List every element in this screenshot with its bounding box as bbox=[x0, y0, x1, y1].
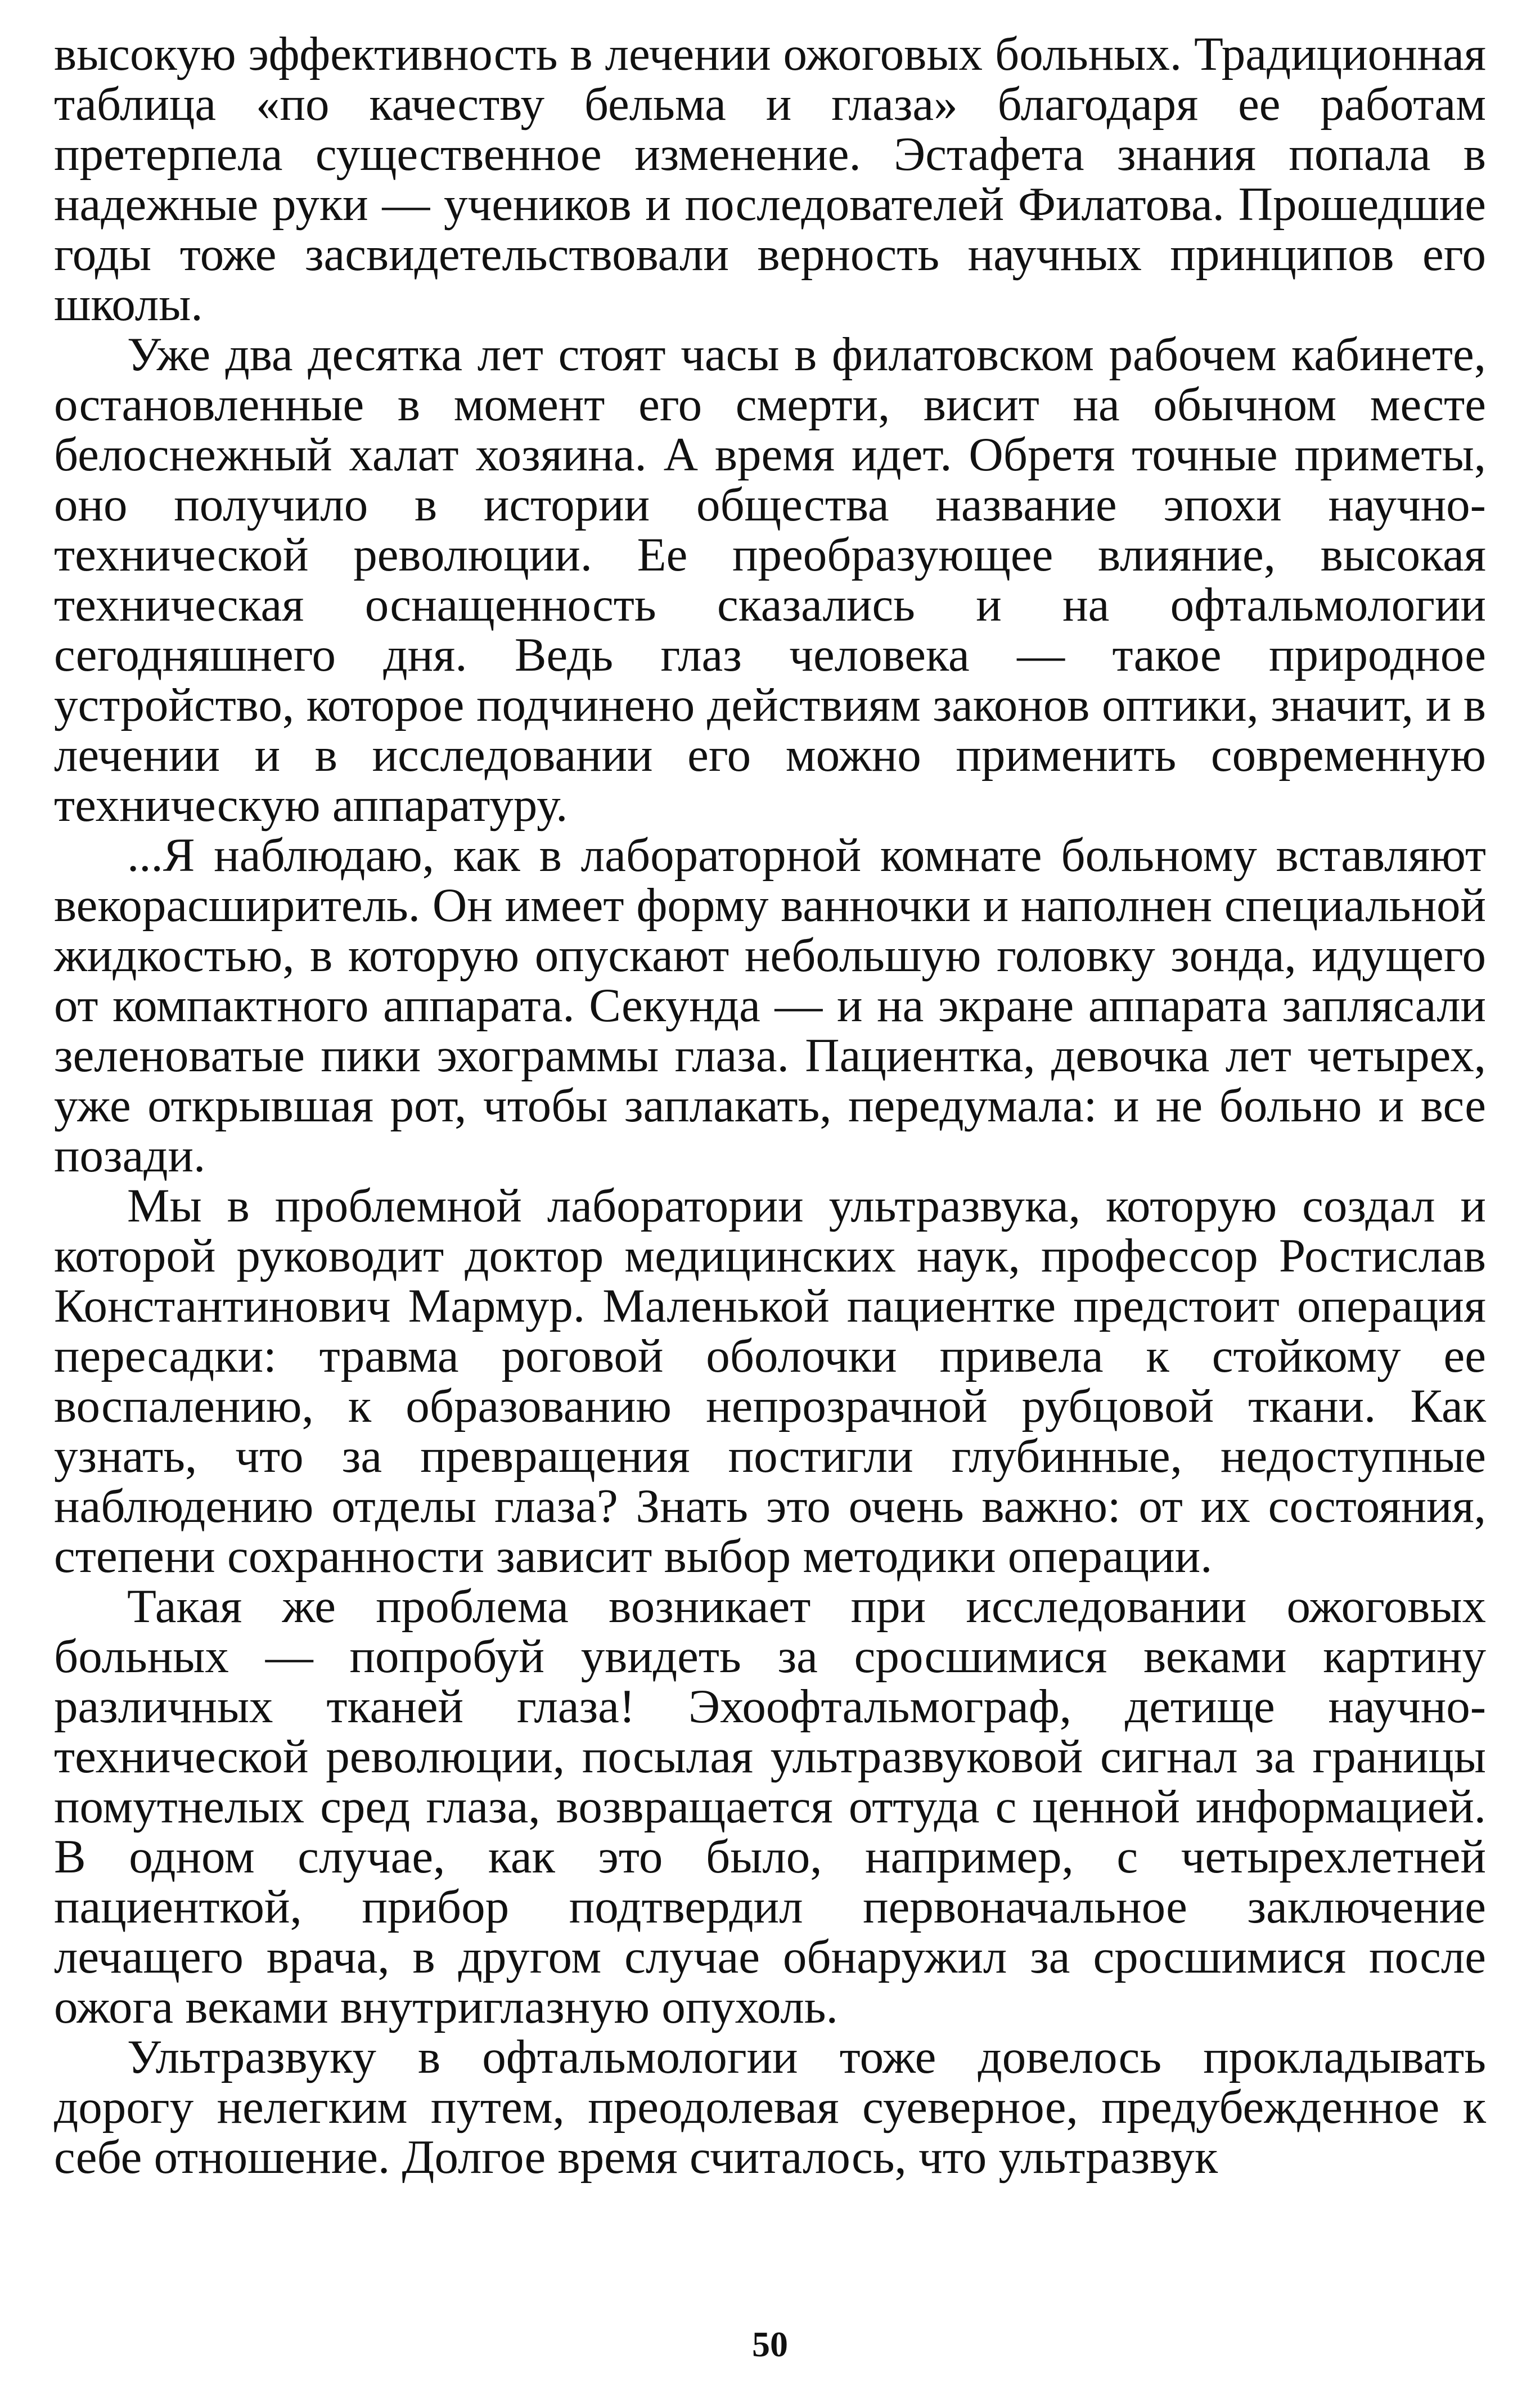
paragraph-3: ...Я наблюдаю, как в лабораторной комнате больному вставляют векорасширитель. Он имеет форму ванночки и наполнен специальной жидкостью, в которую опускают небольшую головку зонда, идущего от компактного аппарата. Секунда — и на экране аппарата заплясали зеленоватые пики эхограммы глаза. Пациентка, девочка лет четырех, уже открывшая рот, чтобы заплакать, передумала: и не больно и все позади. bbox=[54, 829, 1486, 1182]
paragraph-6: Ультразвуку в офтальмологии тоже довелось прокладывать дорогу нелегким путем, преодолевая суеверное, предубежденное к себе отношение. Долгое время считалось, что ультразвук bbox=[54, 2031, 1486, 2184]
paragraph-2: Уже два десятка лет стоят часы в филатовском рабочем кабинете, остановленные в момент его смерти, висит на обычном месте белоснежный халат хозяина. А время идет. Обретя точные приметы, оно получило в истории общества название эпохи научно-технической революции. Ее преобразующее влияние, высокая техническая оснащенность сказались и на офтальмологии сегодняшнего дня. Ведь глаз человека — такое природное устройство, которое подчинено действиям законов оптики, значит, и в лечении и в исследовании его можно применить современную техническую аппаратуру. bbox=[54, 328, 1486, 832]
paragraph-1: высокую эффективность в лечении ожоговых больных. Традиционная таблица «по качеству бельма и глаза» благодаря ее работам претерпела существенное изменение. Эстафета знания попала в надежные руки — учеников и последователей Филатова. Прошедшие годы тоже засвидетельствовали верность научных принципов его школы. bbox=[54, 28, 1486, 331]
paragraph-5: Такая же проблема возникает при исследовании ожоговых больных — попробуй увидеть за сросшимися веками картину различных тканей глаза! Эхоофтальмограф, детище научно-технической революции, посылая ультразвуковой сигнал за границы помутнелых сред глаза, возвращается оттуда с ценной информацией. В одном случае, как это было, например, с четырехлетней пациенткой, прибор подтвердил первоначальное заключение лечащего врача, в другом случае обнаружил за сросшимися после ожога веками внутриглазную опухоль. bbox=[54, 1580, 1486, 2033]
page-number: 50 bbox=[752, 2324, 788, 2364]
paragraph-4: Мы в проблемной лаборатории ультразвука, которую создал и которой руководит доктор медицинских наук, профессор Ростислав Константинович Мармур. Маленькой пациентке предстоит операция пересадки: травма роговой оболочки привела к стойкому ее воспалению, к образованию непрозрачной рубцовой ткани. Как узнать, что за превращения постигли глубинные, недоступные наблюдению отделы глаза? Знать это очень важно: от их состояния, степени сохранности зависит выбор методики операции. bbox=[54, 1179, 1486, 1583]
page-body bbox=[54, 29, 1486, 2336]
